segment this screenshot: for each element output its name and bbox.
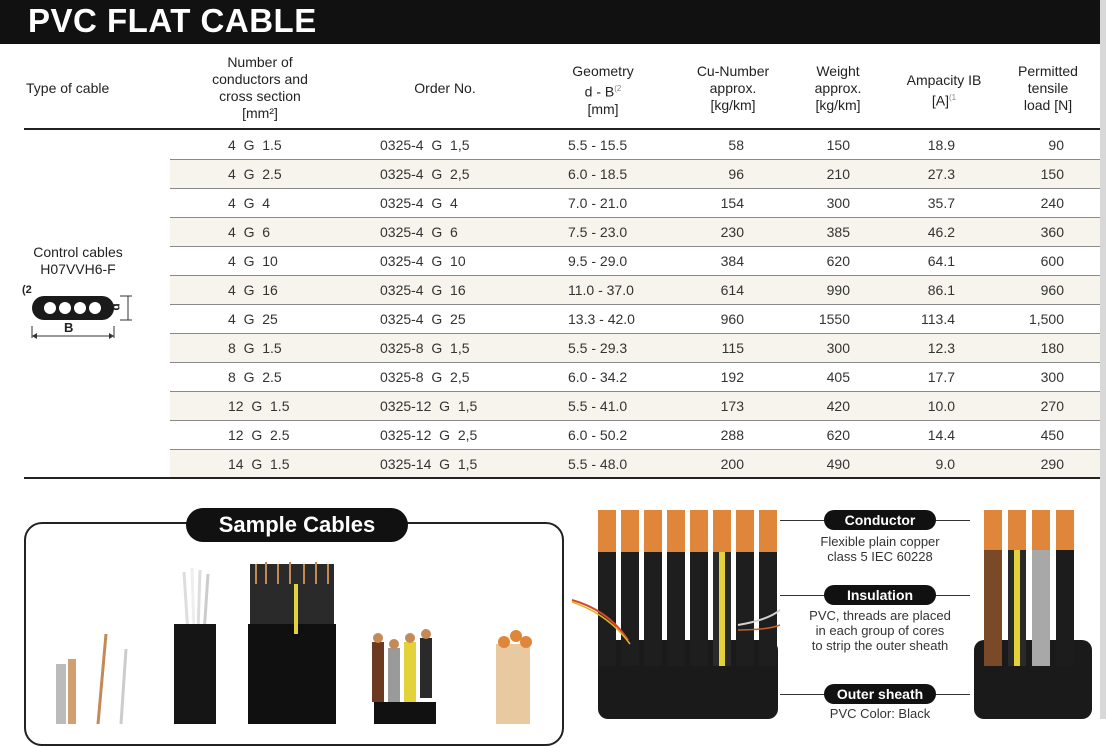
cell-geometry: 6.0 - 50.2	[568, 427, 628, 443]
cell-cond: 4 G 6	[228, 224, 271, 240]
cell-cu: 154	[720, 195, 744, 211]
cell-weight: 150	[826, 137, 850, 153]
cell-weight: 300	[826, 340, 850, 356]
cell-cond: 4 G 2.5	[228, 166, 282, 182]
cell-geometry: 5.5 - 48.0	[568, 456, 628, 472]
cell-geometry: 5.5 - 15.5	[568, 137, 628, 153]
flat-cable-diagram-icon	[28, 290, 138, 342]
header-tensile: Permitted tensile load [N]	[1018, 63, 1078, 113]
cell-cond: 8 G 2.5	[228, 369, 282, 385]
flat-cable-cutaway-photo	[568, 500, 788, 719]
insulation-desc: PVC, threads are placed in each group of cores to strip the outer sheath	[809, 608, 951, 653]
cell-order: 0325-8 G 2,5	[380, 369, 470, 385]
cell-weight: 300	[826, 195, 850, 211]
cell-geometry: 6.0 - 18.5	[568, 166, 628, 182]
table-row	[170, 334, 1100, 363]
sample-cables-photo	[26, 524, 562, 724]
cell-cu: 115	[721, 340, 744, 356]
dim-b-label: B	[64, 320, 74, 335]
cell-order: 0325-4 G 25	[380, 311, 466, 327]
cell-order: 0325-4 G 6	[380, 224, 458, 240]
cell-order: 0325-4 G 10	[380, 253, 466, 269]
cell-ampacity: 18.9	[927, 137, 955, 153]
cell-cond: 4 G 25	[228, 311, 278, 327]
header-rule	[24, 128, 1100, 130]
table-row	[170, 131, 1100, 160]
cell-cond: 4 G 16	[228, 282, 278, 298]
cell-weight: 990	[826, 282, 850, 298]
cell-ampacity: 27.3	[927, 166, 955, 182]
cell-cu: 200	[720, 456, 744, 472]
cell-cond: 12 G 2.5	[228, 427, 290, 443]
cell-cond: 12 G 1.5	[228, 398, 290, 414]
conductor-desc: Flexible plain copper class 5 IEC 60228	[820, 534, 940, 564]
cell-ampacity: 14.4	[927, 427, 955, 443]
cell-cond: 8 G 1.5	[228, 340, 282, 356]
cell-tensile: 450	[1040, 427, 1064, 443]
cell-tensile: 1,500	[1028, 311, 1064, 327]
cell-cond: 4 G 4	[228, 195, 271, 211]
cell-ampacity: 9.0	[935, 456, 955, 472]
dim-d-label: d	[108, 303, 123, 311]
header-cu: Cu-Number approx. [kg/km]	[696, 63, 770, 113]
cell-tensile: 290	[1040, 456, 1064, 472]
cell-weight: 620	[826, 427, 850, 443]
header-order: Order No.	[414, 80, 476, 96]
cell-weight: 490	[826, 456, 850, 472]
flat-cable-4core-photo	[972, 500, 1096, 719]
cell-tensile: 150	[1040, 166, 1064, 182]
cell-cu: 288	[720, 427, 744, 443]
cell-cu: 96	[728, 166, 744, 182]
table-row	[170, 189, 1100, 218]
cell-cu: 173	[720, 398, 744, 414]
header-geometry: Geometry d - $B^{(2}$ [mm]	[572, 63, 634, 117]
cell-tensile: 240	[1040, 195, 1064, 211]
page-title: PVC FLAT CABLE	[28, 2, 317, 39]
sheath-label: Outer sheath	[824, 684, 936, 704]
cell-tensile: 360	[1040, 224, 1064, 240]
cell-ampacity: 10.0	[927, 398, 955, 414]
cable-type-mark: (2	[22, 284, 32, 296]
cell-weight: 1550	[818, 311, 850, 327]
cell-weight: 210	[826, 166, 850, 182]
cell-cond: 4 G 1.5	[228, 137, 282, 153]
header-ampacity: Ampacity IB $[A]^{(1}$	[906, 72, 982, 109]
cell-ampacity: 12.3	[927, 340, 955, 356]
cell-weight: 620	[826, 253, 850, 269]
header-weight: Weight approx. [kg/km]	[814, 63, 862, 113]
cell-order: 0325-12 G 1,5	[380, 398, 478, 414]
cell-order: 0325-12 G 2,5	[380, 427, 478, 443]
insulation-label: Insulation	[824, 585, 936, 605]
cell-cond: 14 G 1.5	[228, 456, 290, 472]
table-row	[170, 160, 1100, 189]
cable-type-label: Control cables H07VVH6-F	[33, 244, 123, 277]
cell-ampacity: 86.1	[927, 282, 955, 298]
cell-cu: 614	[720, 282, 744, 298]
cell-ampacity: 35.7	[927, 195, 955, 211]
table-row	[170, 247, 1100, 276]
table-row	[170, 276, 1100, 305]
cell-cond: 4 G 10	[228, 253, 278, 269]
table-bottom-rule	[24, 477, 1100, 479]
page-edge	[1100, 0, 1106, 719]
table-row	[170, 392, 1100, 421]
cell-ampacity: 113.4	[921, 311, 955, 327]
cell-cu: 960	[720, 311, 744, 327]
cell-tensile: 300	[1040, 369, 1064, 385]
table-row	[170, 363, 1100, 392]
sample-cables-title: Sample Cables	[186, 508, 408, 542]
cell-tensile: 270	[1040, 398, 1064, 414]
table-row	[170, 450, 1100, 479]
cell-order: 0325-4 G 2,5	[380, 166, 470, 182]
cell-tensile: 90	[1048, 137, 1064, 153]
cell-ampacity: 64.1	[927, 253, 955, 269]
conductor-label: Conductor	[824, 510, 936, 530]
table-row	[170, 218, 1100, 247]
sheath-desc: PVC Color: Black	[829, 706, 931, 721]
cell-geometry: 11.0 - 37.0	[568, 282, 634, 298]
cell-tensile: 960	[1040, 282, 1064, 298]
cell-cu: 192	[720, 369, 744, 385]
cell-geometry: 7.0 - 21.0	[568, 195, 628, 211]
cell-weight: 405	[826, 369, 850, 385]
header-conductors: Number of conductors and cross section [mm²]	[212, 54, 308, 121]
cell-order: 0325-14 G 1,5	[380, 456, 478, 472]
cell-geometry: 5.5 - 29.3	[568, 340, 628, 356]
cell-geometry: 13.3 - 42.0	[568, 311, 635, 327]
table-row	[170, 421, 1100, 450]
header-type: Type of cable	[26, 80, 110, 96]
cell-weight: 385	[826, 224, 850, 240]
cell-cu: 58	[728, 137, 744, 153]
sample-cables-panel	[24, 522, 564, 746]
cell-tensile: 180	[1040, 340, 1064, 356]
cell-order: 0325-4 G 1,5	[380, 137, 470, 153]
title-bar	[0, 0, 1106, 44]
cell-tensile: 600	[1040, 253, 1064, 269]
cell-order: 0325-4 G 16	[380, 282, 466, 298]
cell-cu: 384	[720, 253, 744, 269]
cell-geometry: 7.5 - 23.0	[568, 224, 628, 240]
cell-ampacity: 17.7	[927, 369, 955, 385]
table-row	[170, 305, 1100, 334]
cell-geometry: 5.5 - 41.0	[568, 398, 628, 414]
cell-order: 0325-8 G 1,5	[380, 340, 470, 356]
cell-geometry: 9.5 - 29.0	[568, 253, 628, 269]
cell-cu: 230	[720, 224, 744, 240]
cell-weight: 420	[826, 398, 850, 414]
cell-geometry: 6.0 - 34.2	[568, 369, 628, 385]
cell-ampacity: 46.2	[927, 224, 955, 240]
cell-order: 0325-4 G 4	[380, 195, 458, 211]
